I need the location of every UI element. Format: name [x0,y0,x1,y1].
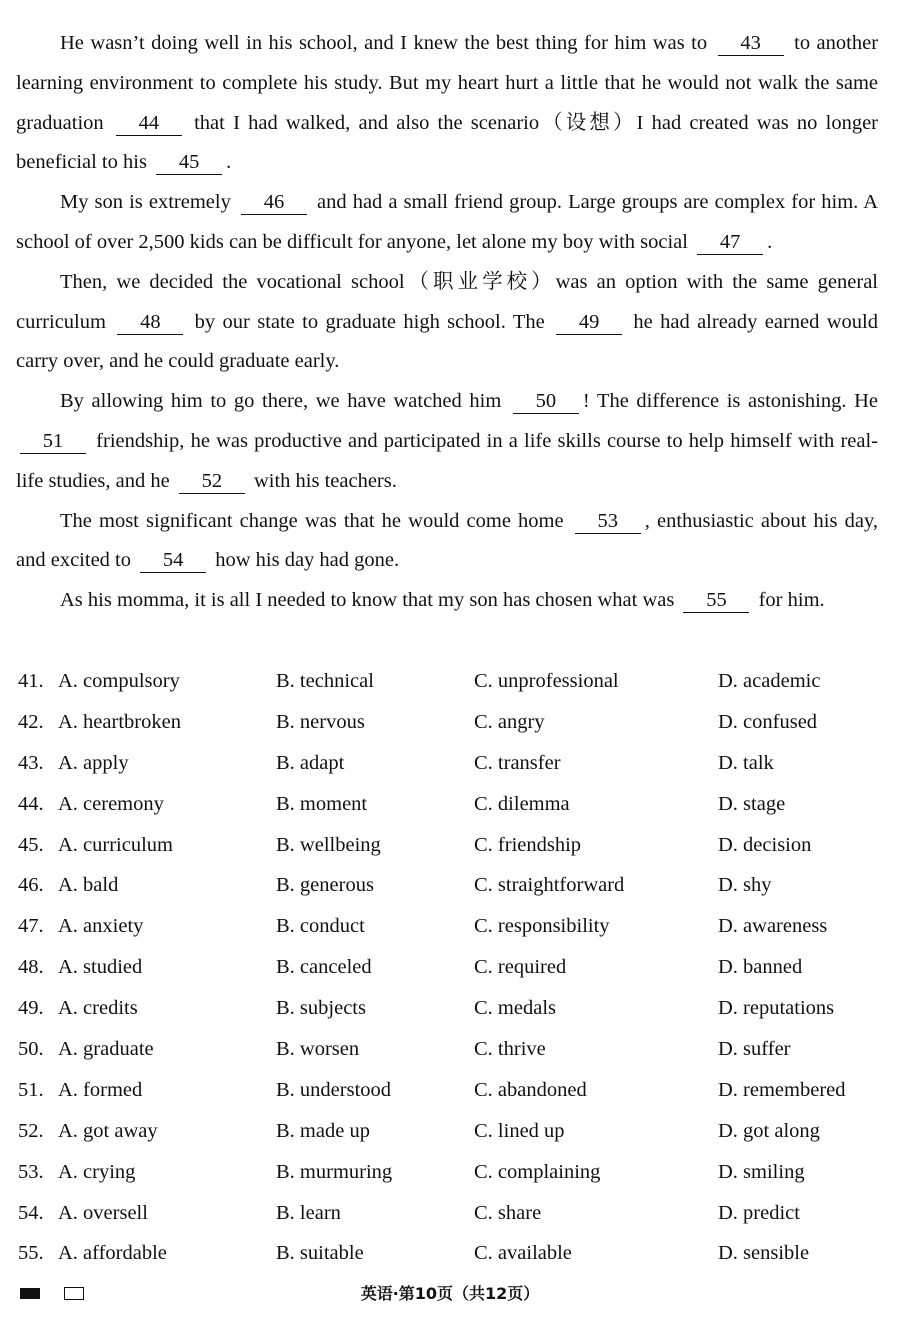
option-d: D. decision [718,833,812,856]
option-d: D. reputations [718,997,835,1020]
passage-text: The most significant change was that he would come home [60,509,564,532]
option-b: B. worsen [276,1038,360,1061]
option-a: A. curriculum [58,833,173,856]
blank-52: 52 [179,469,245,494]
blank-45: 45 [156,150,222,175]
option-c: C. unprofessional [474,670,619,692]
passage-text: by our state to graduate high school. The [194,310,545,333]
question-number: 45. [18,833,44,856]
blank-44: 44 [116,111,182,136]
option-c: C. share [474,1201,542,1224]
passage-text: As his momma, it is all I needed to know that my son has chosen what was [60,589,675,612]
option-b: B. wellbeing [276,833,381,856]
option-row [16,1194,886,1235]
paragraph-3 [16,263,878,382]
option-row [16,1112,886,1153]
passage-text: . [226,151,232,174]
option-a: A. graduate [58,1038,154,1061]
option-c: C. angry [474,710,545,733]
option-a: A. studied [58,956,143,979]
passage-text: and had a small friend group. Large groups are complex for him. A school of over 2,500 kids can be difficult for anyone, let alone my boy with social [16,191,879,253]
page-number-label: 英语·第10页（共12页） [360,1284,540,1303]
passage-text: , enthusiastic about his day, and excited to [16,509,878,572]
option-row [16,703,886,744]
option-b: B. generous [276,874,374,897]
option-c: C. medals [474,997,556,1020]
answer-options-list [16,662,886,1275]
blank-54: 54 [140,548,206,573]
option-row [16,1153,886,1194]
passage-text: for him. [758,589,825,612]
paragraph-4 [16,382,878,501]
question-number: 55. [18,1242,44,1265]
option-d: D. stage [718,792,786,815]
option-b: B. moment [276,792,368,815]
passage-text: Then, we decided the vocational school（职业学校）was an option with the same general curriculum [16,270,878,333]
option-d: D. got along [718,1119,820,1142]
option-a: A. bald [58,874,119,897]
option-d: D. awareness [718,915,828,938]
option-b: B. nervous [276,710,365,733]
option-c: C. complaining [474,1160,601,1183]
paragraph-1 [16,24,878,183]
option-c: C. required [474,956,567,979]
question-number: 50. [18,1038,44,1061]
option-d: D. smiling [718,1160,805,1183]
passage-text: how his day had gone. [215,549,400,572]
blank-47: 47 [697,230,763,255]
blank-49: 49 [556,310,622,335]
option-b: B. technical [276,670,374,692]
question-number: 44. [18,792,44,815]
option-c: C. thrive [474,1038,546,1061]
option-a: A. heartbroken [58,710,181,733]
option-d: D. confused [718,710,818,733]
blank-55: 55 [683,588,749,613]
option-d: D. predict [718,1201,800,1224]
option-d: D. suffer [718,1038,791,1061]
option-row [16,826,886,867]
option-c: C. transfer [474,751,561,774]
passage-text: By allowing him to go there, we have watched him [60,390,502,413]
paragraph-6 [16,581,878,621]
passage-text: My son is extremely [60,191,231,214]
option-d: D. shy [718,874,772,897]
option-c: C. dilemma [474,792,570,815]
question-number: 53. [18,1160,44,1183]
option-row [16,1071,886,1112]
passage-text: that I had walked, and also the scenario（设想）I had created was no longer beneficial to his [16,111,878,174]
option-a: A. oversell [58,1201,148,1224]
question-number: 43. [18,751,44,774]
question-number: 54. [18,1201,44,1224]
option-b: B. subjects [276,997,366,1020]
option-row [16,866,886,907]
blank-46: 46 [241,190,307,215]
question-number: 52. [18,1119,44,1142]
option-a: A. ceremony [58,792,164,815]
passage-text: friendship, he was productive and participated in a life skills course to help himself with real-life studies, and he [16,429,879,492]
option-row [16,989,886,1030]
option-d: D. sensible [718,1242,810,1265]
option-b: B. made up [276,1119,370,1142]
passage-text: he had already earned would carry over, and he could graduate early. [16,310,878,373]
option-c: C. lined up [474,1119,565,1142]
option-d: D. banned [718,956,803,979]
option-a: A. affordable [58,1242,167,1265]
question-number: 41. [18,670,44,692]
option-row [16,662,886,703]
question-number: 47. [18,915,44,938]
option-a: A. apply [58,751,129,774]
blank-53: 53 [575,509,641,534]
option-a: A. anxiety [58,915,144,938]
option-c: C. abandoned [474,1078,587,1101]
option-b: B. canceled [276,956,372,979]
blank-50: 50 [513,389,579,414]
blank-48: 48 [117,310,183,335]
option-c: C. friendship [474,833,582,856]
option-row [16,744,886,785]
question-number: 48. [18,956,44,979]
option-row [16,785,886,826]
option-b: B. conduct [276,915,365,938]
passage-text: He wasn’t doing well in his school, and I knew the best thing for him was to [60,32,708,54]
option-d: D. academic [718,670,821,692]
page-footer [0,1281,900,1305]
option-c: C. straightforward [474,874,625,897]
passage-text: ! The difference is astonishing. He [582,390,879,413]
option-d: D. remembered [718,1078,846,1101]
passage-text: . [767,230,773,253]
question-number: 42. [18,710,44,733]
paragraph-2 [16,183,878,263]
option-row [16,948,886,989]
passage-text: with his teachers. [253,469,397,492]
option-b: B. murmuring [276,1160,393,1183]
question-number: 46. [18,874,44,897]
option-row [16,1234,886,1275]
option-b: B. understood [276,1078,392,1101]
option-d: D. talk [718,751,774,774]
option-c: C. responsibility [474,915,610,938]
blank-51: 51 [20,429,86,454]
option-a: A. compulsory [58,670,180,692]
option-a: A. formed [58,1078,143,1101]
option-a: A. credits [58,997,138,1020]
option-row [16,907,886,948]
question-number: 51. [18,1078,44,1101]
option-b: B. suitable [276,1242,364,1265]
option-b: B. adapt [276,751,345,774]
option-b: B. learn [276,1201,341,1224]
option-a: A. got away [58,1119,158,1142]
blank-43: 43 [718,31,784,56]
option-row [16,1030,886,1071]
question-number: 49. [18,997,44,1020]
cloze-passage [16,24,878,621]
option-a: A. crying [58,1160,136,1183]
passage-text: to another learning environment to complete his study. But my heart hurt a little that he would not walk the same graduation [16,32,879,134]
option-c: C. available [474,1242,572,1265]
paragraph-5 [16,502,878,582]
